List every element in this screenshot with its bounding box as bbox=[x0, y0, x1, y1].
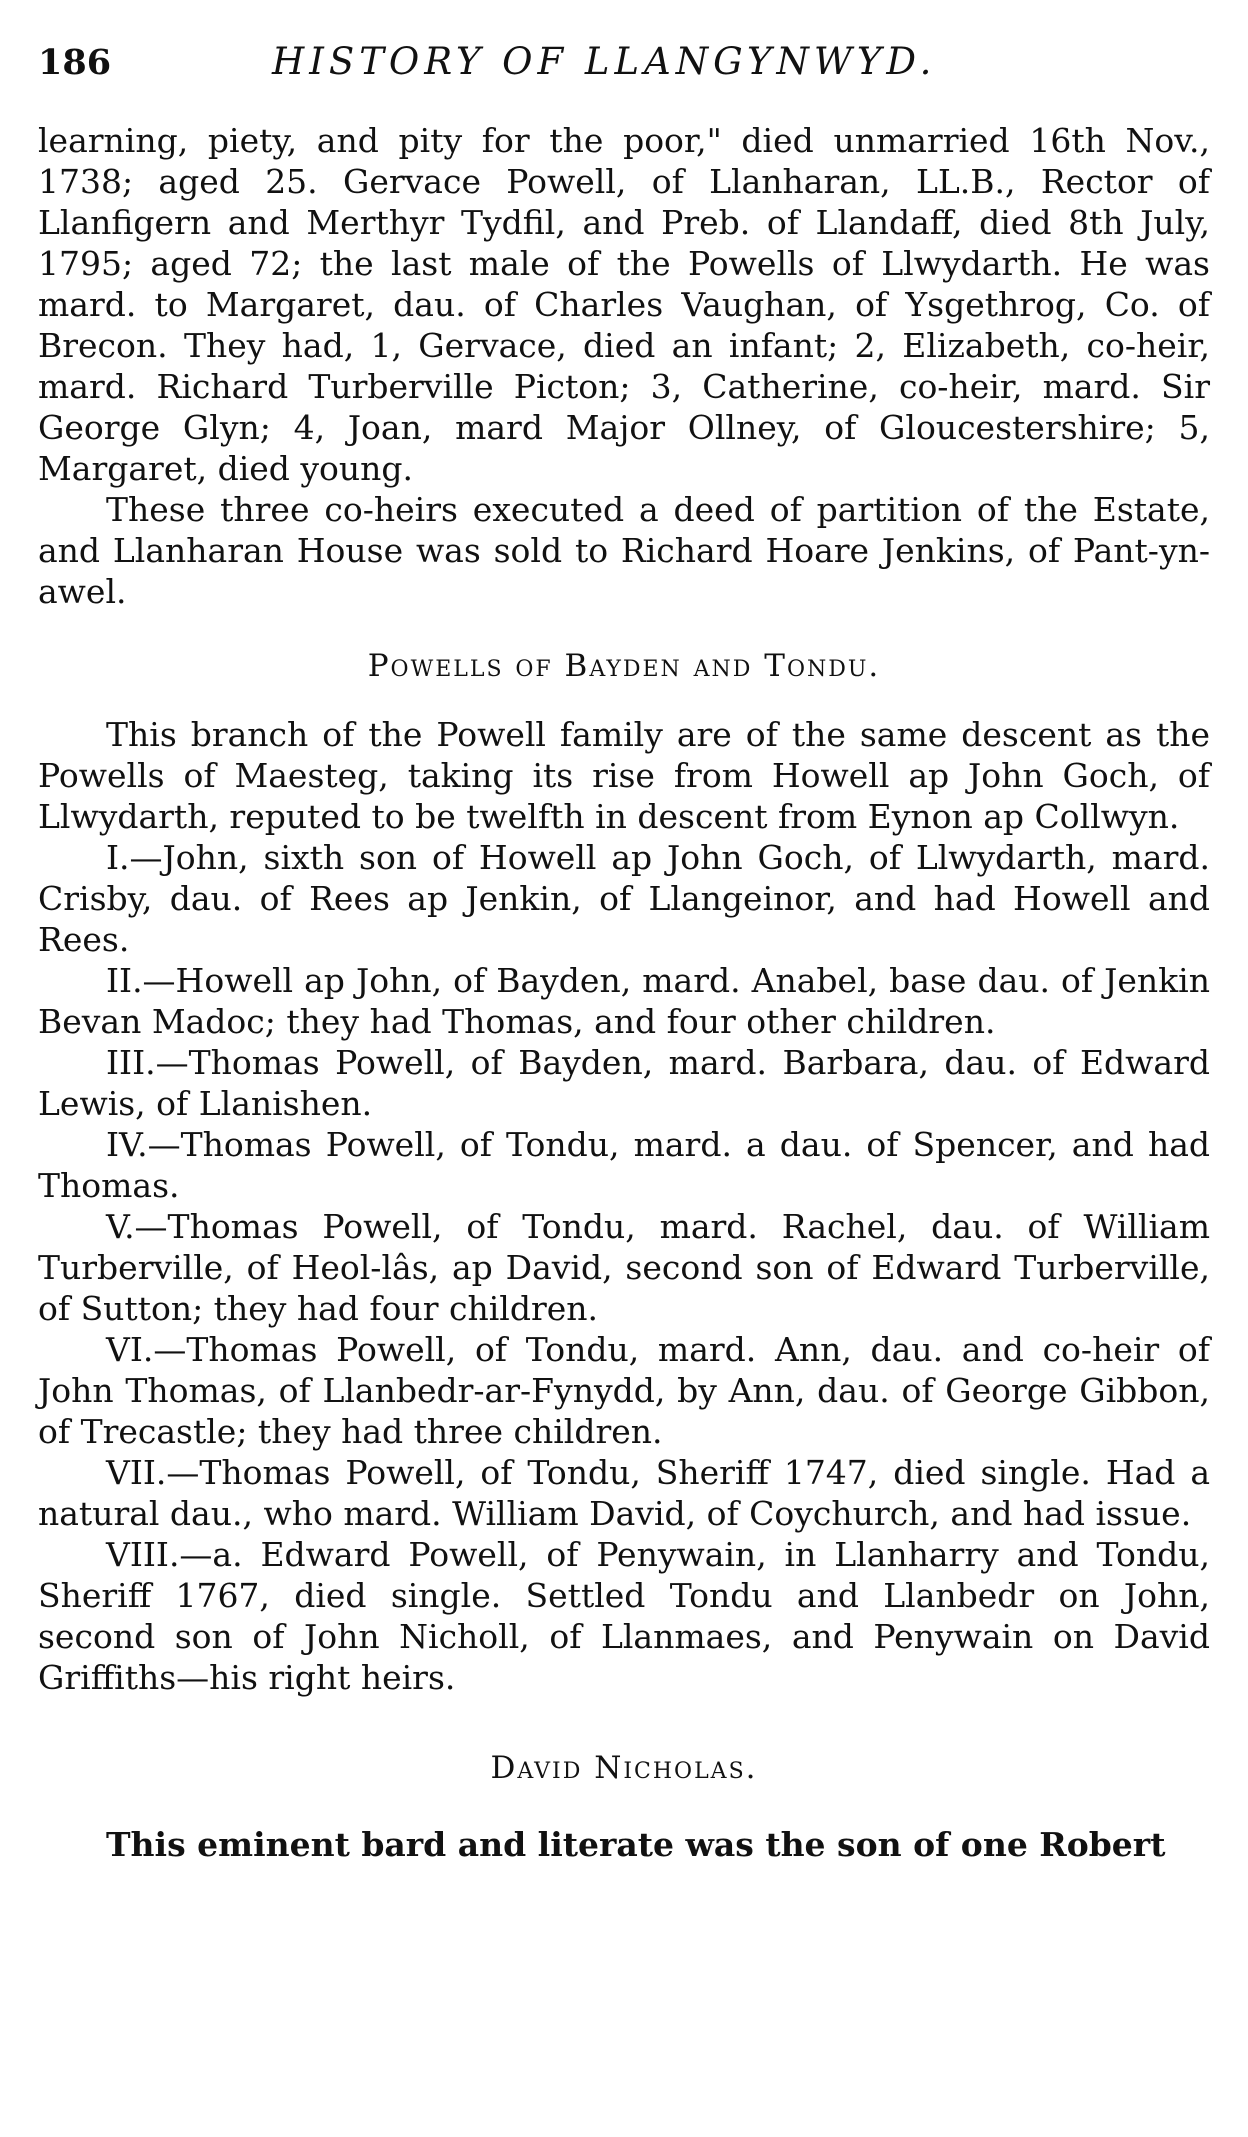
running-title: HISTORY OF LLANGYNWYD. bbox=[272, 40, 937, 83]
genealogy-entry: IV.—Thomas Powell, of Tondu, mard. a dau. of Spencer, and had Thomas. bbox=[38, 1125, 1210, 1205]
genealogy-entry: V.—Thomas Powell, of Tondu, mard. Rachel, dau. of William Turberville, of Heol-lâs, ap David, second son of Edward Turberville, of Sutton; they had four children. bbox=[38, 1207, 1210, 1328]
section-heading: Powells of Bayden and Tondu. bbox=[367, 648, 881, 684]
body-paragraph: This eminent bard and literate was the son of one Robert bbox=[106, 1825, 1166, 1864]
book-page bbox=[38, 40, 1210, 1865]
genealogy-entry: VI.—Thomas Powell, of Tondu, mard. Ann, dau. and co-heir of John Thomas, of Llanbedr-ar-Fynydd, by Ann, dau. of George Gibbon, of Trecastle; they had three children. bbox=[38, 1330, 1210, 1451]
body-paragraph: learning, piety, and pity for the poor," died unmarried 16th Nov., 1738; aged 25. Gervace Powell, of Llanharan, LL.B., Rector of Llanfigern and Merthyr Tydfil, and Preb. of Llandaff, died 8th July, 1795; aged 72; the last male of the Powells of Llwydarth. He was mard. to Margaret, dau. of Charles Vaughan, of Ysgethrog, Co. of Brecon. They had, 1, Gervace, died an infant; 2, Elizabeth, co-heir, mard. Richard Turberville Picton; 3, Catherine, co-heir, mard. Sir George Glyn; 4, Joan, mard Major Ollney, of Gloucestershire; 5, Margaret, died young. bbox=[38, 121, 1210, 488]
genealogy-entry: VIII.—a. Edward Powell, of Penywain, in Llanharry and Tondu, Sheriff 1767, died single. Settled Tondu and Llanbedr on John, second son of John Nicholl, of Llanmaes, and Penywain on David Griffiths—his right heirs. bbox=[38, 1535, 1210, 1697]
page-number: 186 bbox=[38, 42, 112, 83]
body-paragraph: These three co-heirs executed a deed of partition of the Estate, and Llanharan House was sold to Richard Hoare Jenkins, of Pant-yn-awel. bbox=[38, 490, 1210, 611]
genealogy-entry: III.—Thomas Powell, of Bayden, mard. Barbara, dau. of Edward Lewis, of Llanishen. bbox=[38, 1043, 1210, 1123]
section-heading: David Nicholas. bbox=[490, 1750, 758, 1786]
genealogy-entry: II.—Howell ap John, of Bayden, mard. Anabel, base dau. of Jenkin Bevan Madoc; they had Thomas, and four other children. bbox=[38, 961, 1210, 1041]
genealogy-entry: I.—John, sixth son of Howell ap John Goch, of Llwydarth, mard. Crisby, dau. of Rees ap Jenkin, of Llangeinor, and had Howell and Rees. bbox=[38, 838, 1210, 959]
page-header bbox=[38, 40, 1210, 100]
genealogy-entry: VII.—Thomas Powell, of Tondu, Sheriff 1747, died single. Had a natural dau., who mard. William David, of Coychurch, and had issue. bbox=[38, 1453, 1210, 1533]
body-paragraph: This branch of the Powell family are of the same descent as the Powells of Maesteg, taking its rise from Howell ap John Goch, of Llwydarth, reputed to be twelfth in descent from Eynon ap Collwyn. bbox=[38, 715, 1210, 836]
